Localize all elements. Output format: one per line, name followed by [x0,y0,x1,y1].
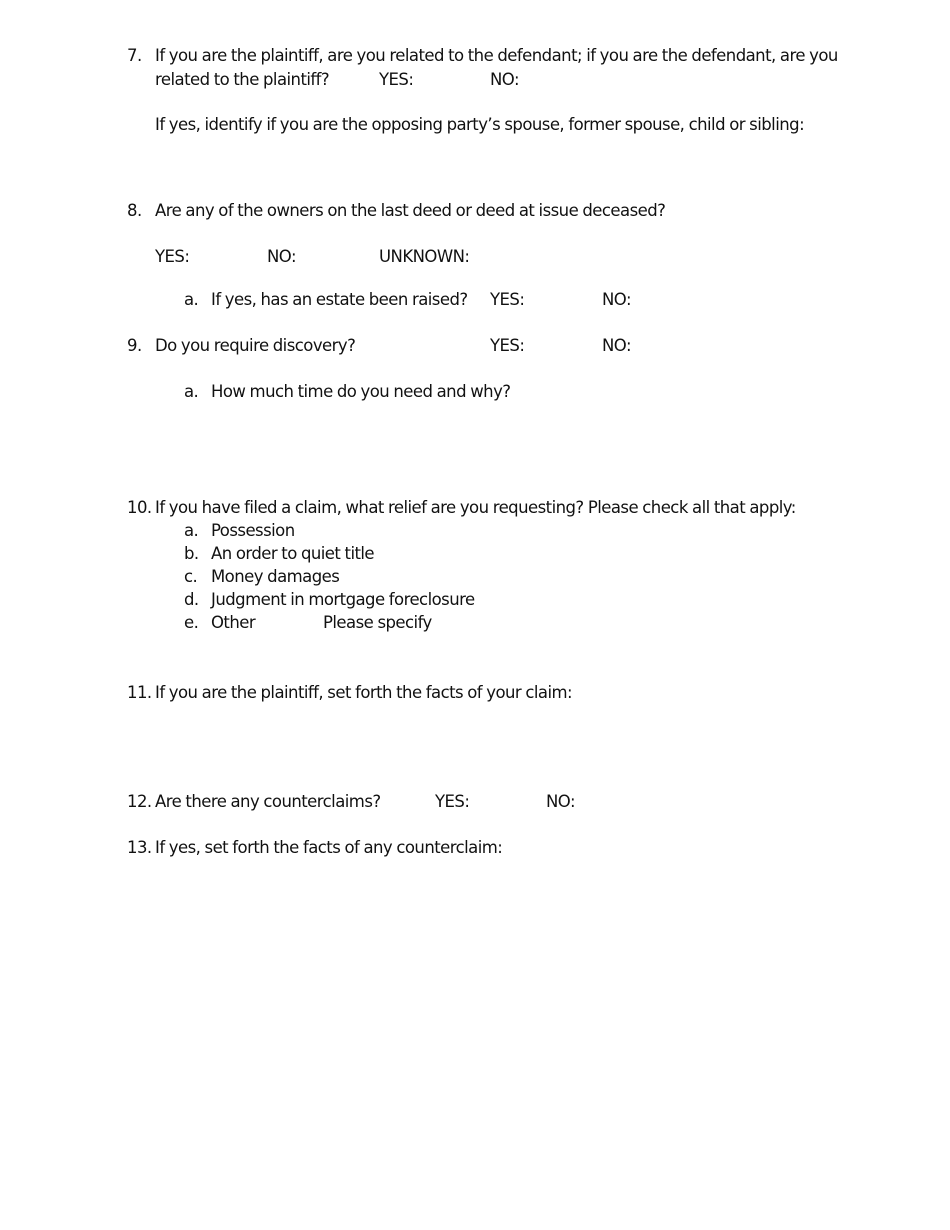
q10-option-quiet-title[interactable]: An order to quiet title [211,544,375,563]
q10-question: If you have filed a claim, what relief are you requesting? Please check all that apply: [155,498,796,517]
q7-yes-option[interactable]: YES: [379,70,414,89]
q10-item-marker: d. [184,590,199,609]
q10-option-other[interactable]: Other [211,613,256,632]
q8-no-option[interactable]: NO: [267,247,296,266]
q8-sub-a-no-option[interactable]: NO: [602,290,631,309]
q10-option-possession[interactable]: Possession [211,521,295,540]
q7-question-line1: If you are the plaintiff, are you related to the defendant; if you are the defendant, are you [155,46,838,65]
q10-item-marker: e. [184,613,199,632]
q9-sub-a-question: How much time do you need and why? [211,382,511,401]
q9-no-option[interactable]: NO: [602,336,631,355]
q10-item-marker: b. [184,544,199,563]
q7-followup: If yes, identify if you are the opposing party’s spouse, former spouse, child or sibling: [155,115,805,134]
q11-question: If you are the plaintiff, set forth the facts of your claim: [155,683,573,702]
q10-option-money-damages[interactable]: Money damages [211,567,340,586]
q8-sub-a-question: If yes, has an estate been raised? [211,290,468,309]
q7-number: 7. [127,46,142,65]
q10-item-marker: a. [184,521,199,540]
q8-question: Are any of the owners on the last deed or deed at issue deceased? [155,201,666,220]
q10-please-specify: Please specify [323,613,432,632]
q10-item-marker: c. [184,567,198,586]
q9-sub-a-marker: a. [184,382,199,401]
q8-number: 8. [127,201,142,220]
q9-question: Do you require discovery? [155,336,356,355]
q9-number: 9. [127,336,142,355]
q12-number: 12. [127,792,152,811]
q8-yes-option[interactable]: YES: [155,247,190,266]
q13-question: If yes, set forth the facts of any counterclaim: [155,838,503,857]
q8-unknown-option[interactable]: UNKNOWN: [379,247,470,266]
q9-yes-option[interactable]: YES: [490,336,525,355]
q7-question-line2: related to the plaintiff? [155,70,330,89]
q8-sub-a-yes-option[interactable]: YES: [490,290,525,309]
q10-number: 10. [127,498,152,517]
q12-no-option[interactable]: NO: [546,792,575,811]
q13-number: 13. [127,838,152,857]
q10-option-mortgage-foreclosure[interactable]: Judgment in mortgage foreclosure [211,590,475,609]
q12-question: Are there any counterclaims? [155,792,381,811]
q8-sub-a-marker: a. [184,290,199,309]
q11-number: 11. [127,683,152,702]
q7-no-option[interactable]: NO: [490,70,519,89]
q12-yes-option[interactable]: YES: [435,792,470,811]
